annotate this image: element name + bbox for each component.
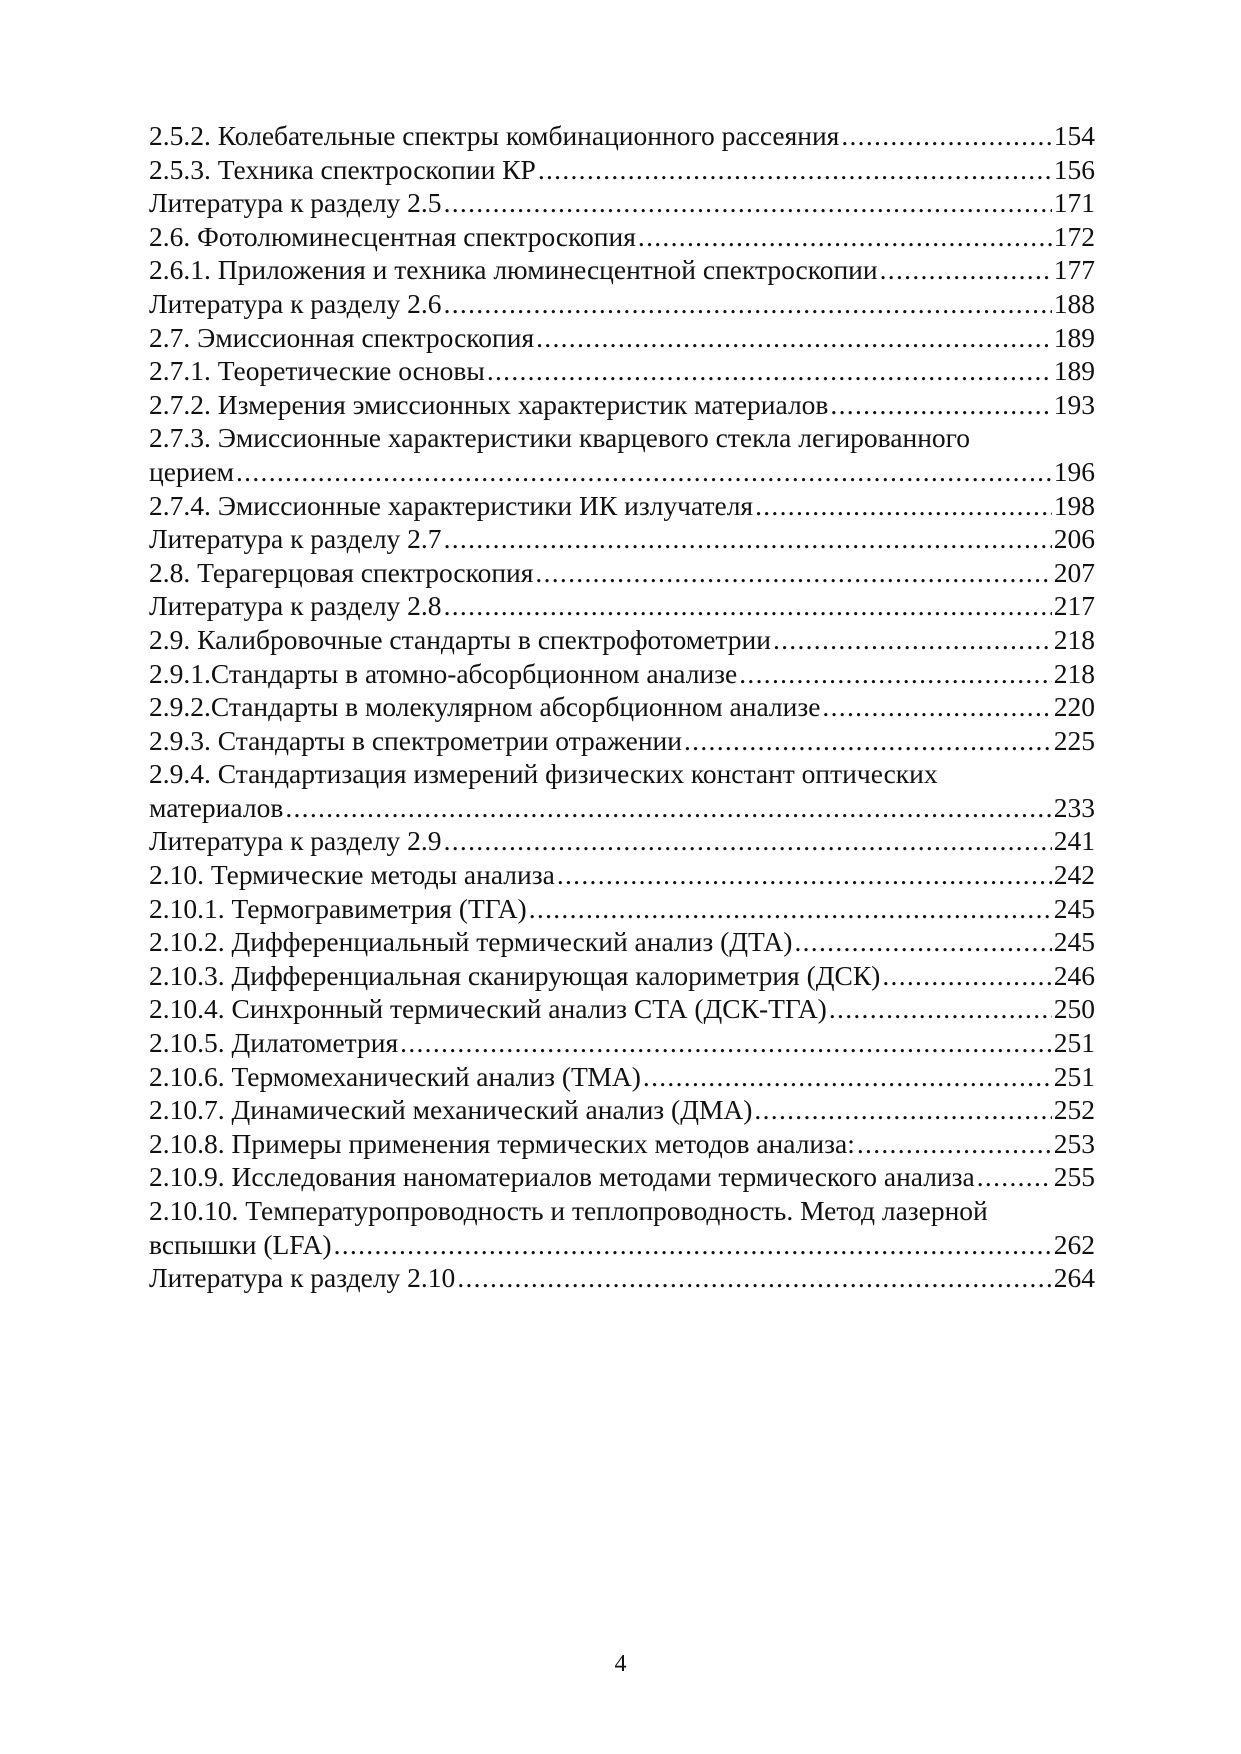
toc-entry-page: 198 bbox=[1053, 489, 1095, 521]
toc-dot-leader bbox=[457, 1261, 1051, 1295]
toc-dot-leader bbox=[841, 119, 1051, 153]
toc-entry[interactable] bbox=[149, 119, 1095, 153]
toc-entry-page: 172 bbox=[1053, 220, 1095, 252]
toc-entry[interactable] bbox=[149, 287, 1095, 321]
page-number: 4 bbox=[614, 1651, 627, 1677]
toc-entry-page: 253 bbox=[1053, 1127, 1095, 1159]
toc-dot-leader bbox=[643, 1060, 1052, 1094]
toc-dot-leader bbox=[557, 858, 1052, 892]
toc-entry-page: 207 bbox=[1053, 556, 1095, 588]
toc-entry-title: 2.10.5. Дилатометрия bbox=[149, 1027, 399, 1059]
toc-entry-title: 2.6.1. Приложения и техника люминесцентной спектроскопии bbox=[149, 254, 878, 286]
toc-entry[interactable] bbox=[149, 220, 1095, 254]
toc-dot-leader bbox=[880, 253, 1052, 287]
toc-dot-leader bbox=[755, 489, 1052, 523]
toc-entry-title: Литература к разделу 2.7 bbox=[149, 523, 442, 555]
toc-entry-page: 225 bbox=[1053, 724, 1095, 756]
toc-entry[interactable] bbox=[149, 992, 1095, 1026]
toc-entry[interactable] bbox=[149, 1194, 1095, 1261]
toc-entry-title-continued: церием bbox=[149, 455, 234, 487]
toc-dot-leader bbox=[285, 791, 1051, 825]
toc-entry[interactable] bbox=[149, 421, 1095, 488]
toc-dot-leader bbox=[334, 1228, 1052, 1262]
toc-entry[interactable] bbox=[149, 589, 1095, 623]
toc-entry-page: 255 bbox=[1053, 1161, 1095, 1193]
toc-entry-title: 2.10.9. Исследования наноматериалов методами термического анализа bbox=[149, 1161, 975, 1193]
toc-entry[interactable] bbox=[149, 757, 1095, 824]
toc-entry-page: 251 bbox=[1053, 1060, 1095, 1092]
toc-entry-page: 262 bbox=[1053, 1228, 1095, 1260]
toc-entry-page: 252 bbox=[1053, 1094, 1095, 1126]
toc-entry[interactable] bbox=[149, 522, 1095, 556]
toc-entry-page: 154 bbox=[1053, 120, 1095, 151]
toc-entry-page: 251 bbox=[1053, 1027, 1095, 1059]
toc-dot-leader bbox=[529, 892, 1052, 926]
table-of-contents bbox=[149, 119, 1095, 1295]
toc-dot-leader bbox=[773, 623, 1052, 657]
toc-entry-title: 2.7.3. Эмиссионные характеристики кварцевого стекла легированного bbox=[149, 422, 971, 454]
toc-entry-page: 193 bbox=[1053, 388, 1095, 420]
toc-dot-leader bbox=[400, 1026, 1052, 1060]
toc-entry-continuation bbox=[149, 791, 1095, 825]
toc-entry-page: 188 bbox=[1053, 287, 1095, 319]
toc-dot-leader bbox=[535, 556, 1051, 590]
toc-entry-title: Литература к разделу 2.9 bbox=[149, 825, 442, 857]
toc-entry[interactable] bbox=[149, 690, 1095, 724]
toc-entry-page: 156 bbox=[1053, 153, 1095, 185]
toc-dot-leader bbox=[794, 925, 1051, 959]
toc-entry[interactable] bbox=[149, 253, 1095, 287]
toc-entry-title-continued: вспышки (LFA) bbox=[149, 1228, 332, 1260]
toc-entry-title: 2.5.3. Техника спектроскопии КР bbox=[149, 153, 536, 185]
toc-entry-title: 2.10. Термические методы анализа bbox=[149, 859, 555, 891]
toc-entry-page: 241 bbox=[1053, 825, 1095, 857]
toc-entry-title: 2.10.6. Термомеханический анализ (ТМА) bbox=[149, 1060, 641, 1092]
toc-entry-title: 2.7.4. Эмиссионные характеристики ИК излучателя bbox=[149, 489, 754, 521]
toc-dot-leader bbox=[882, 959, 1051, 993]
toc-dot-leader bbox=[829, 992, 1052, 1026]
toc-entry-title: 2.7.1. Теоретические основы bbox=[149, 355, 485, 387]
toc-entry[interactable] bbox=[149, 186, 1095, 220]
toc-entry[interactable] bbox=[149, 824, 1095, 858]
toc-entry[interactable] bbox=[149, 1093, 1095, 1127]
toc-entry-title: 2.7.2. Измерения эмиссионных характеристик материалов bbox=[149, 388, 829, 420]
toc-entry[interactable] bbox=[149, 1026, 1095, 1060]
toc-entry-title: 2.5.2. Колебательные спектры комбинационного рассеяния bbox=[149, 120, 840, 151]
toc-entry[interactable] bbox=[149, 657, 1095, 691]
toc-entry[interactable] bbox=[149, 153, 1095, 187]
toc-entry[interactable] bbox=[149, 388, 1095, 422]
toc-entry-page: 233 bbox=[1053, 791, 1095, 823]
toc-dot-leader bbox=[754, 1093, 1051, 1127]
toc-entry-page: 206 bbox=[1053, 523, 1095, 555]
toc-entry-title: 2.9.3. Стандарты в спектрометрии отражении bbox=[149, 724, 682, 756]
toc-dot-leader bbox=[536, 321, 1052, 355]
toc-entry-title: 2.9.1.Стандарты в атомно-абсорбционном анализе bbox=[149, 657, 738, 689]
toc-entry-page: 171 bbox=[1053, 187, 1095, 219]
toc-entry-title: Литература к разделу 2.6 bbox=[149, 287, 442, 319]
toc-dot-leader bbox=[444, 824, 1052, 858]
toc-dot-leader bbox=[444, 186, 1052, 220]
toc-entry-title: 2.10.7. Динамический механический анализ (ДМА) bbox=[149, 1094, 753, 1126]
toc-entry-title: 2.9.2.Стандарты в молекулярном абсорбционном анализе bbox=[149, 691, 821, 723]
toc-entry-title-continued: материалов bbox=[149, 791, 284, 823]
toc-dot-leader bbox=[487, 354, 1052, 388]
toc-entry-page: 218 bbox=[1053, 623, 1095, 655]
toc-entry[interactable] bbox=[149, 1127, 1095, 1161]
toc-dot-leader bbox=[739, 657, 1052, 691]
toc-dot-leader bbox=[977, 1160, 1052, 1194]
toc-entry[interactable] bbox=[149, 1261, 1095, 1295]
toc-dot-leader bbox=[684, 724, 1052, 758]
toc-entry-title: 2.7. Эмиссионная спектроскопия bbox=[149, 321, 535, 353]
toc-entry[interactable] bbox=[149, 556, 1095, 590]
toc-entry[interactable] bbox=[149, 321, 1095, 355]
toc-entry-page: 242 bbox=[1053, 859, 1095, 891]
toc-entry[interactable] bbox=[149, 354, 1095, 388]
toc-entry-page: 245 bbox=[1053, 892, 1095, 924]
toc-entry-continuation bbox=[149, 455, 1095, 489]
toc-entry-page: 189 bbox=[1053, 321, 1095, 353]
toc-dot-leader bbox=[857, 1127, 1052, 1161]
toc-entry[interactable] bbox=[149, 1060, 1095, 1094]
toc-entry-page: 245 bbox=[1053, 926, 1095, 958]
toc-dot-leader bbox=[638, 220, 1052, 254]
toc-entry-page: 196 bbox=[1053, 455, 1095, 487]
toc-entry[interactable] bbox=[149, 724, 1095, 758]
toc-entry-page: 189 bbox=[1053, 355, 1095, 387]
toc-entry-title: 2.10.1. Термогравиметрия (ТГА) bbox=[149, 892, 527, 924]
toc-dot-leader bbox=[444, 589, 1052, 623]
toc-dot-leader bbox=[444, 287, 1052, 321]
toc-dot-leader bbox=[830, 388, 1051, 422]
toc-entry[interactable] bbox=[149, 489, 1095, 523]
toc-entry[interactable] bbox=[149, 892, 1095, 926]
toc-entry-page: 250 bbox=[1053, 993, 1095, 1025]
toc-entry-page: 246 bbox=[1053, 959, 1095, 991]
toc-entry-continuation bbox=[149, 1228, 1095, 1262]
toc-entry-title: 2.9. Калибровочные стандарты в спектрофотометрии bbox=[149, 623, 771, 655]
toc-entry-title: 2.8. Терагерцовая спектроскопия bbox=[149, 556, 534, 588]
toc-entry[interactable] bbox=[149, 858, 1095, 892]
toc-entry-page: 218 bbox=[1053, 657, 1095, 689]
toc-dot-leader bbox=[236, 455, 1052, 489]
toc-entry-title: 2.9.4. Стандартизация измерений физических констант оптических bbox=[149, 758, 938, 790]
toc-entry-title: 2.10.4. Синхронный термический анализ СТА (ДСК-ТГА) bbox=[149, 993, 827, 1025]
toc-entry-title: 2.10.10. Температуропроводность и теплопроводность. Метод лазерной bbox=[149, 1195, 988, 1226]
toc-entry-title: Литература к разделу 2.8 bbox=[149, 590, 442, 622]
toc-entry-page: 264 bbox=[1053, 1262, 1095, 1294]
toc-dot-leader bbox=[538, 153, 1052, 187]
toc-entry-title: 2.10.2. Дифференциальный термический анализ (ДТА) bbox=[149, 926, 793, 958]
toc-entry[interactable] bbox=[149, 623, 1095, 657]
toc-entry[interactable] bbox=[149, 925, 1095, 959]
toc-entry[interactable] bbox=[149, 1160, 1095, 1194]
toc-entry-page: 177 bbox=[1053, 254, 1095, 286]
toc-dot-leader bbox=[444, 522, 1052, 556]
toc-entry-title: 2.6. Фотолюминесцентная спектроскопия bbox=[149, 220, 636, 252]
toc-entry-page: 217 bbox=[1053, 590, 1095, 622]
toc-entry-title: Литература к разделу 2.10 bbox=[149, 1262, 456, 1294]
toc-entry-page: 220 bbox=[1053, 691, 1095, 723]
toc-entry[interactable] bbox=[149, 959, 1095, 993]
toc-entry-title: 2.10.8. Примеры применения термических методов анализа: bbox=[149, 1127, 855, 1159]
toc-entry-title: Литература к разделу 2.5 bbox=[149, 187, 442, 219]
toc-dot-leader bbox=[822, 690, 1051, 724]
toc-entry-title: 2.10.3. Дифференциальная сканирующая калориметрия (ДСК) bbox=[149, 959, 881, 991]
